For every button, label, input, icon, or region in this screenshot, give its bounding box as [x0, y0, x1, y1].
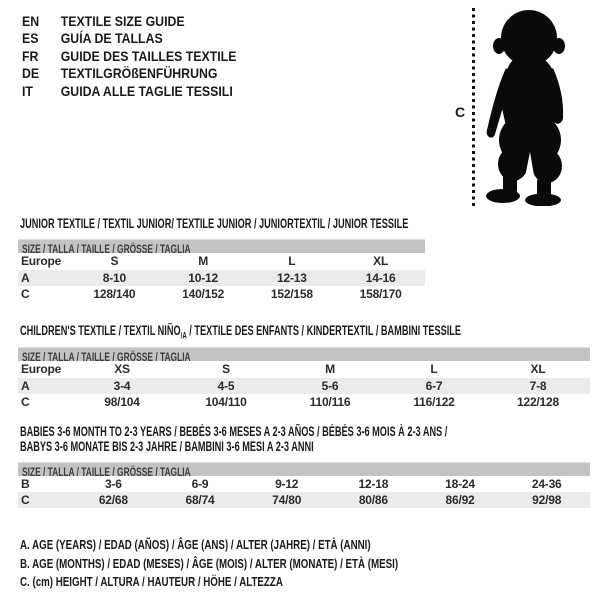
size-header-label: SIZE / TALLA / TAILLE / GRÖSSE / TAGLIA — [22, 350, 191, 364]
size-header-label: SIZE / TALLA / TAILLE / GRÖSSE / TAGLIA — [22, 465, 191, 479]
language-code: ES — [22, 30, 39, 47]
cell: 128/140 — [93, 287, 136, 301]
row-label: A — [21, 379, 30, 393]
cell: 8-10 — [102, 271, 126, 285]
cell: XS — [114, 362, 130, 376]
footnote-b: B. AGE (MONTHS) / EDAD (MESES) / ÂGE (MOIS) / ALTER (MONATE) / ETÀ (MESI) — [20, 555, 399, 571]
table-row — [18, 378, 590, 394]
language-row-es — [22, 30, 236, 48]
height-measure-label: C — [455, 104, 466, 120]
children-table-title — [20, 324, 461, 343]
cell: 10-12 — [188, 271, 218, 285]
size-header-bar — [18, 462, 590, 479]
language-code: DE — [22, 65, 40, 82]
language-code: FR — [22, 47, 39, 64]
size-header-bar — [18, 347, 590, 364]
cell: 122/128 — [517, 395, 559, 409]
cell: 18-24 — [445, 477, 475, 491]
cell: 6-7 — [425, 379, 443, 393]
size-header-label: SIZE / TALLA / TAILLE / GRÖSSE / TAGLIA — [22, 242, 191, 256]
cell: 86/92 — [445, 493, 475, 507]
cell: 104/110 — [205, 395, 247, 409]
cell: 4-5 — [217, 379, 235, 393]
cell: 152/158 — [270, 287, 313, 301]
cell: 24-36 — [531, 477, 562, 491]
cell: 5-6 — [321, 379, 339, 393]
language-row-fr — [22, 47, 236, 65]
row-label: C — [21, 493, 30, 507]
babies-table-title — [20, 425, 447, 454]
language-code: IT — [22, 82, 33, 99]
cell: L — [430, 362, 438, 376]
junior-table-title: JUNIOR TEXTILE / TEXTIL JUNIOR/ TEXTILE JUNIOR / JUNIORTEXTIL / JUNIOR TESSILE — [20, 216, 409, 231]
cell: L — [288, 254, 296, 268]
language-code: EN — [22, 12, 40, 29]
cell: 3-6 — [104, 477, 122, 491]
row-label: C — [21, 287, 30, 301]
cell: 80/86 — [358, 493, 388, 507]
language-row-en — [22, 12, 236, 30]
cell: 158/170 — [359, 287, 402, 301]
cell: 9-12 — [275, 477, 299, 491]
cell: 68/74 — [185, 493, 215, 507]
cell: XL — [530, 362, 546, 376]
children-title-pre: CHILDREN'S TEXTILE / TEXTIL NIÑO — [20, 323, 181, 338]
language-label: GUÍA DE TALLAS — [60, 30, 163, 47]
cell: 14-16 — [365, 271, 396, 285]
children-title-subscript: /A — [180, 330, 187, 341]
language-label: GUIDE DES TAILLES TEXTILE — [60, 47, 237, 64]
cell: S — [222, 362, 230, 376]
babies-table — [18, 462, 590, 508]
row-label: B — [21, 477, 30, 491]
language-row-it — [22, 82, 236, 100]
table-row — [18, 286, 425, 303]
cell: 7-8 — [529, 379, 547, 393]
babies-title-line2: BABYS 3-6 MONATE BIS 2-3 JAHRE / BAMBINI 3-6 MESI A 2-3 ANNI — [20, 438, 314, 454]
cell: 12-13 — [277, 271, 307, 285]
footnote-c: C. (cm) HEIGHT / ALTURA / HAUTEUR / HÖHE / ALTEZZA — [20, 574, 283, 589]
cell: 92/98 — [532, 493, 562, 507]
table-row — [18, 270, 425, 286]
cell: 140/152 — [182, 287, 225, 301]
cell: 98/104 — [104, 395, 140, 409]
cell: 62/68 — [98, 493, 128, 507]
cell: 6-9 — [191, 477, 209, 491]
footnote-a: A. AGE (YEARS) / EDAD (AÑOS) / ÂGE (ANS) / ALTER (JAHRE) / ETÀ (ANNI) — [20, 537, 371, 552]
cell: 74/80 — [272, 493, 302, 507]
language-label: GUIDA ALLE TAGLIE TESSILI — [60, 82, 233, 99]
children-title-post: / TEXTILE DES ENFANTS / KINDERTEXTIL / BAMBINI TESSILE — [186, 323, 462, 338]
row-label: A — [21, 271, 30, 285]
cell: 110/116 — [309, 395, 351, 409]
children-table — [18, 347, 590, 411]
row-label: Europe — [21, 254, 62, 268]
table-row — [18, 394, 590, 411]
size-header-bar — [18, 239, 425, 256]
baby-silhouette — [482, 6, 578, 206]
row-label: Europe — [21, 362, 62, 376]
table-row — [18, 492, 590, 508]
cell: M — [198, 254, 209, 268]
cell: 3-4 — [113, 379, 131, 393]
cell: 116/122 — [413, 395, 455, 409]
junior-table — [18, 239, 425, 303]
cell: S — [110, 254, 119, 268]
language-row-de — [22, 65, 236, 83]
row-label: C — [21, 395, 30, 409]
language-label: TEXTILGRÖßENFÜHRUNG — [60, 65, 218, 82]
language-list — [22, 12, 236, 100]
height-measure-dotted-line — [472, 8, 475, 206]
cell: M — [325, 362, 335, 376]
babies-title-line1: BABIES 3-6 MONTH TO 2-3 YEARS / BEBÉS 3-6 MESES A 2-3 AÑOS / BÉBÉS 3-6 MOIS À 2-3 ANS / — [20, 424, 448, 439]
cell: 12-18 — [358, 477, 389, 491]
language-label: TEXTILE SIZE GUIDE — [60, 12, 185, 29]
footnotes — [20, 536, 524, 592]
cell: XL — [373, 254, 389, 268]
